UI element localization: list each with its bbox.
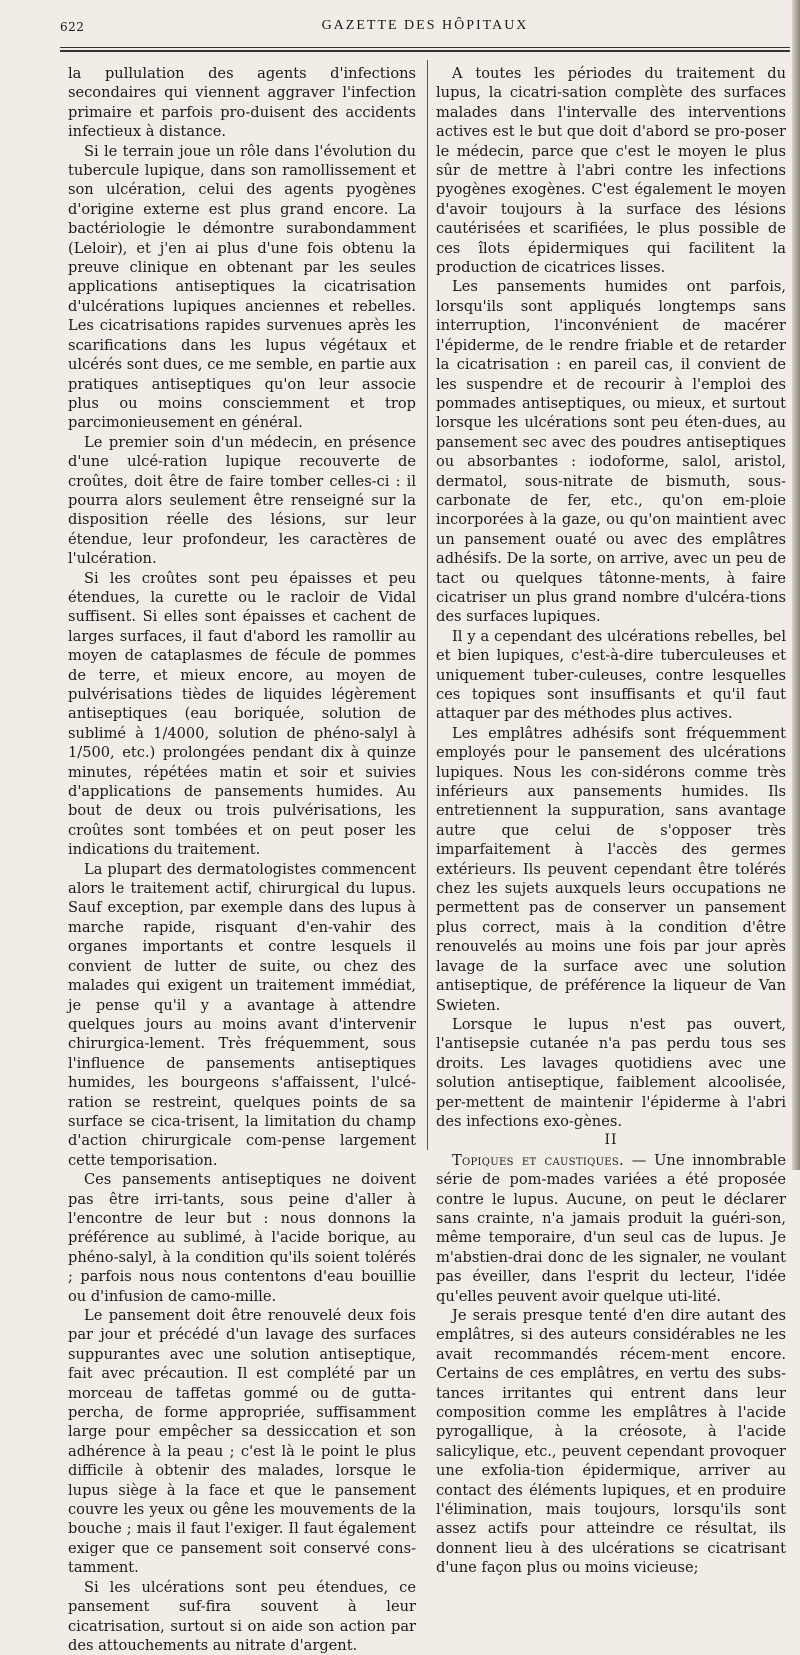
header-rule [60,47,790,48]
paragraph: Si les croûtes sont peu épaisses et peu étendues, la curette ou le racloir de Vidal suffisent. Si elles sont épaisses et cachent de larges surfaces, il faut d'abord les ramollir au moyen de cataplasmes de fécule de pommes de terre, et mieux encore, au moyen de pulvérisations tièdes de liquides légèrement antiseptiques (eau boriquée, solution de sublimé à 1/4000, solution de phéno-salyl à 1/500, etc.) prolongées pendant dix à quinze minutes, répétées matin et soir et suivies d'applications de pansements humides. Au bout de deux ou trois pulvérisations, les croûtes sont tombées et on peut poser les indications du traitement. [68,569,416,859]
paragraph: Les pansements humides ont parfois, lorsqu'ils sont appliqués longtemps sans interruption, l'inconvénient de macérer l'épiderme, de le rendre friable et de retarder la cicatrisation : en pareil cas, il convient de les suspendre et de recourir à l'emploi des pommades antiseptiques, ou mieux, et surtout lorsque les ulcérations sont peu éten-dues, au pansement sec avec des poudres antiseptiques ou absorbantes : iodoforme, salol, aristol, dermatol, sous-nitrate de bismuth, sous-carbonate de fer, etc., qu'on em-ploie incorporées à la gaze, ou qu'on maintient avec un pansement ouaté ou avec des emplâtres adhésifs. De la sorte, on arrive, avec un peu de tact ou quelques tâtonne-ments, à faire cicatriser un plus grand nombre d'ulcéra-tions des surfaces lupiques. [436,278,786,626]
paragraph: Lorsque le lupus n'est pas ouvert, l'antisepsie cutanée n'a pas perdu tous ses droits. Les lavages quotidiens avec une solution antiseptique, faiblement alcoolisée, per-mettent de maintenir l'épiderme à l'abri des infections exo-gènes. [436,1015,786,1130]
paragraph: Si les ulcérations sont peu étendues, ce pansement suf-fira souvent à leur cicatrisation, surtout si on aide son action par des attouchements au nitrate d'argent. [68,1578,416,1654]
paragraph: Ces pansements antiseptiques ne doivent pas être irri-tants, sous peine d'aller à l'encontre de leur but : nous donnons la préférence au sublimé, à l'acide borique, au phéno-salyl, à la condition qu'ils soient tolérés ; parfois nous nous contentons d'eau bouillie ou d'infusion de camo-mille. [68,1171,416,1305]
page-header [60,18,790,44]
paragraph: Le premier soin d'un médecin, en présence d'une ulcé-ration lupique recouverte de croûtes, doit être de faire tomber celles-ci : il pourra alors seulement être renseigné sur la disposition réelle des lésions, sur leur étendue, leur profondeur, les caractères de l'ulcération. [68,433,416,568]
page-edge-shadow [792,0,800,1170]
section-lead-text: — Une innombrable série de pom-mades variées a été proposée contre le lupus. Aucune, on peut le déclarer sans crainte, n'a jamais produit la guéri-son, même temporaire, d'un seul cas de lupus. Je m'abstien-drai donc de les signaler, ne voulant pas éveiller, dans l'esprit du lecteur, l'idée qu'elles peuvent avoir quelque uti-lité. [436,1151,786,1305]
paragraph: Si le terrain joue un rôle dans l'évolution du tubercule lupique, dans son ramollissement et son ulcération, celui des agents pyogènes d'origine externe est plus grand encore. La bactériologie le démontre surabondamment (Leloir), et j'en ai plus d'une fois obtenu la preuve clinique en obtenant par les seules applications antiseptiques la cicatrisation d'ulcérations lupiques anciennes et rebelles. Les cicatrisations rapides survenues après les scarifications dans les lupus végétaux et ulcérés sont dues, ce me semble, en partie aux pratiques antiseptiques qu'on leur associe plus ou moins consciemment et trop parcimonieusement en général. [68,142,416,432]
section-lead: Topiques et caustiques. [452,1151,624,1169]
page-number: 622 [60,20,85,34]
header-rule-thick [60,50,790,52]
paragraph: Le pansement doit être renouvelé deux fois par jour et précédé d'un lavage des surfaces suppurantes avec une solution antiseptique, fait avec précaution. Il est complété par un morceau de taffetas gommé ou de gutta-percha, de forme appropriée, suffisamment large pour empêcher sa dessiccation et son adhérence à la peau ; c'est là le point le plus difficile à obtenir des malades, lorsque le lupus siège à la face et que le pansement couvre les yeux ou gêne les mouvements de la bouche ; mais il faut l'exiger. Il faut également exiger que ce pansement soit conservé cons-tamment. [68,1307,416,1577]
column-divider [427,60,428,1150]
paragraph: Les emplâtres adhésifs sont fréquemment employés pour le pansement des ulcérations lupiques. Nous les con-sidérons comme très inférieurs aux pansements humides. Ils entretiennent la suppuration, sans avantage autre que celui de s'opposer très imparfaitement à l'accès des germes extérieurs. Ils peuvent cependant être tolérés chez les sujets auxquels leurs occupations ne permettent pas de conserver un pansement plus correct, mais à la condition d'être renouvelés au moins une fois par jour après lavage de la surface avec une solution antiseptique, de préférence la liqueur de Van Swieten. [436,724,786,1014]
left-column [68,64,416,1655]
section-heading: II [604,1132,618,1149]
paragraph: La plupart des dermatologistes commencent alors le traitement actif, chirurgical du lupus. Sauf exception, par exemple dans des lupus à marche rapide, risquant d'en-vahir des organes importants et contre lesquels il convient de lutter de suite, ou chez des malades qui exigent un traitement immédiat, je pense qu'il y a avantage à attendre quelques jours au moins avant d'intervenir chirurgica-lement. Très fréquemment, sous l'influence de pansements antiseptiques humides, les bourgeons s'affaissent, l'ulcé-ration se restreint, quelques points de sa surface se cica-trisent, la limitation du champ d'action chirurgicale com-pense largement cette temporisation. [68,860,416,1169]
paragraph: Je serais presque tenté d'en dire autant des emplâtres, si des auteurs considérables ne les avait recommandés récem-ment encore. Certains de ces emplâtres, en vertu des subs-tances irritantes qui entrent dans leur composition comme les emplâtres à l'acide pyrogallique, à la créosote, à l'acide salicylique, etc., peuvent cependant provoquer une exfolia-tion épidermique, arriver au contact des éléments lupiques, et en produire l'élimination, mais toujours, lorsqu'ils sont assez actifs pour atteindre ce résultat, ils donnent lieu à des ulcérations se cicatrisant d'une façon plus ou moins vicieuse; [436,1307,786,1577]
section-lead-paragraph [436,1151,786,1306]
paragraph: la pullulation des agents d'infections secondaires qui viennent aggraver l'infection primaire et parfois pro-duisent des accidents infectieux à distance. [68,65,416,141]
right-column [436,64,786,1578]
paragraph: Il y a cependant des ulcérations rebelles, bel et bien lupiques, c'est-à-dire tuberculeuses et uniquement tuber-culeuses, contre lesquelles ces topiques sont insuffisants et qu'il faut attaquer par des méthodes plus actives. [436,627,786,723]
running-title: GAZETTE DES HÔPITAUX [321,18,529,33]
paragraph: A toutes les périodes du traitement du lupus, la cicatri-sation complète des surfaces malades dans l'intervalle des interventions actives est le but que doit d'abord se pro-poser le médecin, parce que c'est le moyen le plus sûr de mettre à l'abri contre les infections pyogènes exogènes. C'est également le moyen d'avoir toujours à la surface des lésions cautérisées et scarifiées, le plus possible de ces îlots épidermiques qui facilitent la production de cicatrices lisses. [436,65,786,277]
